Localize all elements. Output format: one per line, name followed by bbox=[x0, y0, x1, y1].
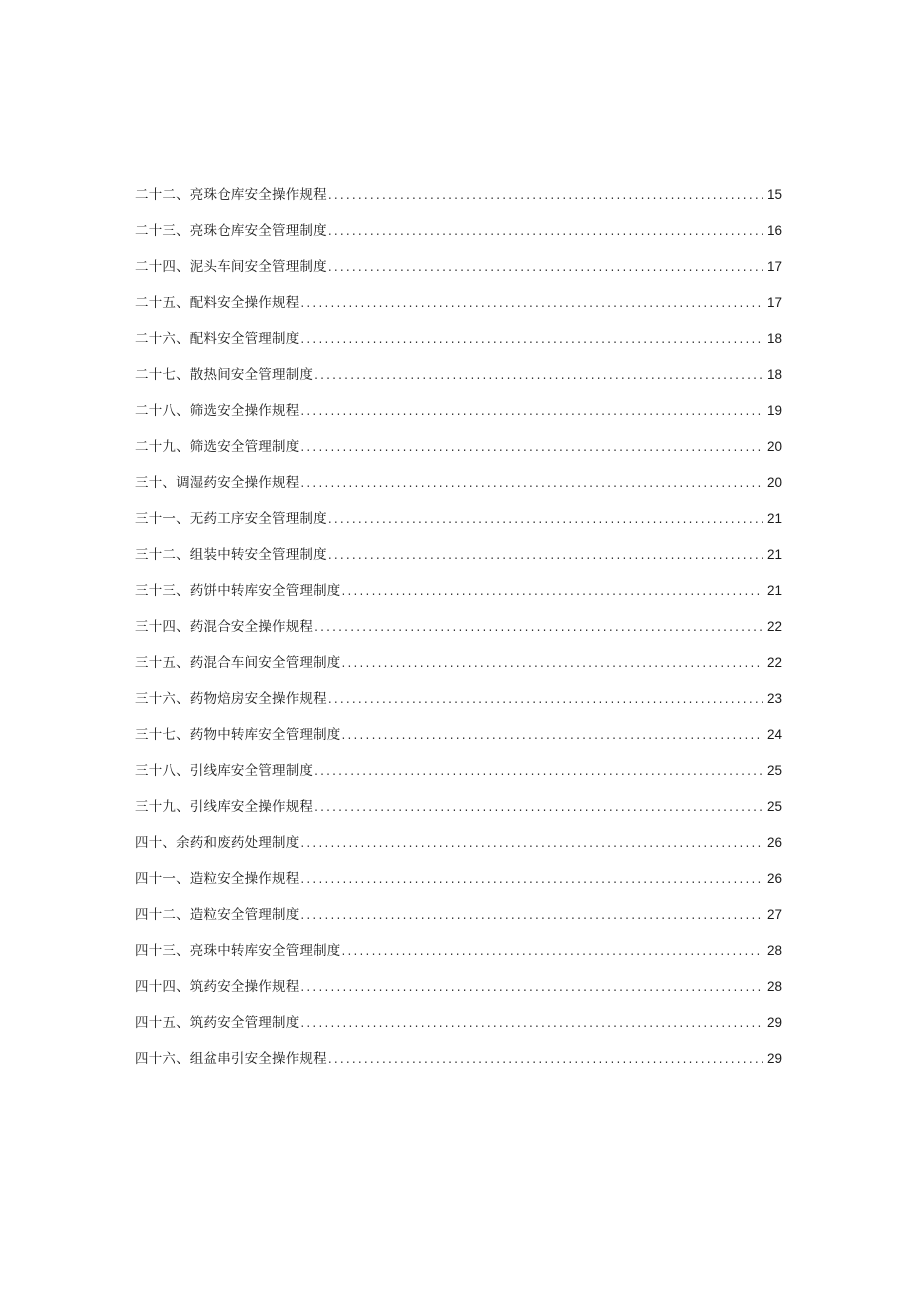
toc-entry[interactable] bbox=[135, 364, 782, 400]
toc-page-number: 19 bbox=[766, 403, 782, 418]
toc-entry[interactable] bbox=[135, 940, 782, 976]
toc-entry-title: 三十三、药饼中转库安全管理制度 bbox=[135, 583, 341, 599]
toc-dot-leader bbox=[342, 580, 764, 602]
toc-page-number: 17 bbox=[766, 259, 782, 274]
toc-entry-title: 四十二、造粒安全管理制度 bbox=[135, 907, 300, 923]
toc-entry-title: 四十一、造粒安全操作规程 bbox=[135, 871, 300, 887]
toc-dot-leader bbox=[314, 364, 763, 386]
toc-page-number: 27 bbox=[766, 907, 782, 922]
toc-entry-title: 四十五、筑药安全管理制度 bbox=[135, 1015, 300, 1031]
toc-entry-title: 二十六、配料安全管理制度 bbox=[135, 331, 300, 347]
toc-entry[interactable] bbox=[135, 436, 782, 472]
toc-entry[interactable] bbox=[135, 724, 782, 760]
toc-page-number: 16 bbox=[766, 223, 782, 238]
toc-page-number: 22 bbox=[766, 619, 782, 634]
toc-page-number: 25 bbox=[766, 799, 782, 814]
toc-entry[interactable] bbox=[135, 868, 782, 904]
toc-page-number: 26 bbox=[766, 871, 782, 886]
toc-entry[interactable] bbox=[135, 256, 782, 292]
toc-entry-title: 三十五、药混合车间安全管理制度 bbox=[135, 655, 341, 671]
toc-page-number: 18 bbox=[766, 367, 782, 382]
toc-dot-leader bbox=[314, 796, 763, 818]
toc-entry-title: 三十一、无药工序安全管理制度 bbox=[135, 511, 327, 527]
toc-entry[interactable] bbox=[135, 184, 782, 220]
toc-page-number: 21 bbox=[766, 547, 782, 562]
toc-page-number: 26 bbox=[766, 835, 782, 850]
toc-page-number: 15 bbox=[766, 187, 782, 202]
toc-entry-title: 三十、调湿药安全操作规程 bbox=[135, 475, 300, 491]
toc-page-number: 24 bbox=[766, 727, 782, 742]
toc-page-number: 21 bbox=[766, 583, 782, 598]
toc-entry[interactable] bbox=[135, 328, 782, 364]
toc-dot-leader bbox=[300, 400, 763, 422]
toc-dot-leader bbox=[300, 472, 763, 494]
toc-entry-title: 三十二、组装中转安全管理制度 bbox=[135, 547, 327, 563]
toc-dot-leader bbox=[314, 760, 763, 782]
toc-entry[interactable] bbox=[135, 976, 782, 1012]
toc-dot-leader bbox=[300, 976, 763, 998]
toc-entry-title: 四十四、筑药安全操作规程 bbox=[135, 979, 300, 995]
toc-entry-title: 四十三、亮珠中转库安全管理制度 bbox=[135, 943, 341, 959]
toc-dot-leader bbox=[328, 184, 763, 206]
toc-dot-leader bbox=[300, 868, 763, 890]
toc-dot-leader bbox=[300, 328, 763, 350]
toc-entry-title: 三十八、引线库安全管理制度 bbox=[135, 763, 314, 779]
toc-page-number: 29 bbox=[766, 1015, 782, 1030]
toc-page-number: 28 bbox=[766, 979, 782, 994]
toc-entry[interactable] bbox=[135, 904, 782, 940]
toc-page-number: 20 bbox=[766, 439, 782, 454]
toc-entry[interactable] bbox=[135, 832, 782, 868]
toc-dot-leader bbox=[328, 508, 763, 530]
toc-page-number: 28 bbox=[766, 943, 782, 958]
toc-dot-leader bbox=[300, 436, 763, 458]
toc-entry[interactable] bbox=[135, 508, 782, 544]
toc-dot-leader bbox=[300, 904, 763, 926]
toc-page-number: 22 bbox=[766, 655, 782, 670]
toc-entry[interactable] bbox=[135, 292, 782, 328]
toc-dot-leader bbox=[314, 616, 763, 638]
toc-page-number: 25 bbox=[766, 763, 782, 778]
toc-dot-leader bbox=[300, 832, 763, 854]
toc-entry[interactable] bbox=[135, 1012, 782, 1048]
toc-entry-title: 三十四、药混合安全操作规程 bbox=[135, 619, 314, 635]
toc-entry-title: 三十九、引线库安全操作规程 bbox=[135, 799, 314, 815]
toc-entry[interactable] bbox=[135, 760, 782, 796]
toc-dot-leader bbox=[342, 652, 764, 674]
toc-entry-title: 二十四、泥头车间安全管理制度 bbox=[135, 259, 327, 275]
toc-entry[interactable] bbox=[135, 220, 782, 256]
toc-dot-leader bbox=[342, 940, 764, 962]
toc-page-number: 23 bbox=[766, 691, 782, 706]
toc-dot-leader bbox=[328, 544, 763, 566]
toc-dot-leader bbox=[328, 220, 763, 242]
toc-dot-leader bbox=[300, 292, 763, 314]
toc-entry[interactable] bbox=[135, 1048, 782, 1084]
toc-page-number: 29 bbox=[766, 1051, 782, 1066]
toc-entry-title: 二十八、筛选安全操作规程 bbox=[135, 403, 300, 419]
toc-entry[interactable] bbox=[135, 472, 782, 508]
toc-entry-title: 三十七、药物中转库安全管理制度 bbox=[135, 727, 341, 743]
toc-entry-title: 三十六、药物焙房安全操作规程 bbox=[135, 691, 327, 707]
toc-entry[interactable] bbox=[135, 400, 782, 436]
toc-page-number: 20 bbox=[766, 475, 782, 490]
toc-entry[interactable] bbox=[135, 688, 782, 724]
toc-entry-title: 二十七、散热间安全管理制度 bbox=[135, 367, 314, 383]
toc-dot-leader bbox=[328, 256, 763, 278]
toc-dot-leader bbox=[328, 688, 763, 710]
toc-entry-title: 四十六、组盆串引安全操作规程 bbox=[135, 1051, 327, 1067]
toc-entry[interactable] bbox=[135, 796, 782, 832]
toc-entry[interactable] bbox=[135, 544, 782, 580]
toc-entry-title: 二十五、配料安全操作规程 bbox=[135, 295, 300, 311]
toc-entry-title: 二十三、亮珠仓库安全管理制度 bbox=[135, 223, 327, 239]
toc-dot-leader bbox=[300, 1012, 763, 1034]
toc-entry[interactable] bbox=[135, 652, 782, 688]
toc-page-number: 18 bbox=[766, 331, 782, 346]
toc-entry-title: 二十二、亮珠仓库安全操作规程 bbox=[135, 187, 327, 203]
toc-entry[interactable] bbox=[135, 616, 782, 652]
toc-page-number: 21 bbox=[766, 511, 782, 526]
toc-page-number: 17 bbox=[766, 295, 782, 310]
table-of-contents bbox=[135, 184, 782, 1084]
toc-entry-title: 二十九、筛选安全管理制度 bbox=[135, 439, 300, 455]
toc-entry-title: 四十、余药和废药处理制度 bbox=[135, 835, 300, 851]
toc-dot-leader bbox=[342, 724, 764, 746]
toc-dot-leader bbox=[328, 1048, 763, 1070]
toc-entry[interactable] bbox=[135, 580, 782, 616]
